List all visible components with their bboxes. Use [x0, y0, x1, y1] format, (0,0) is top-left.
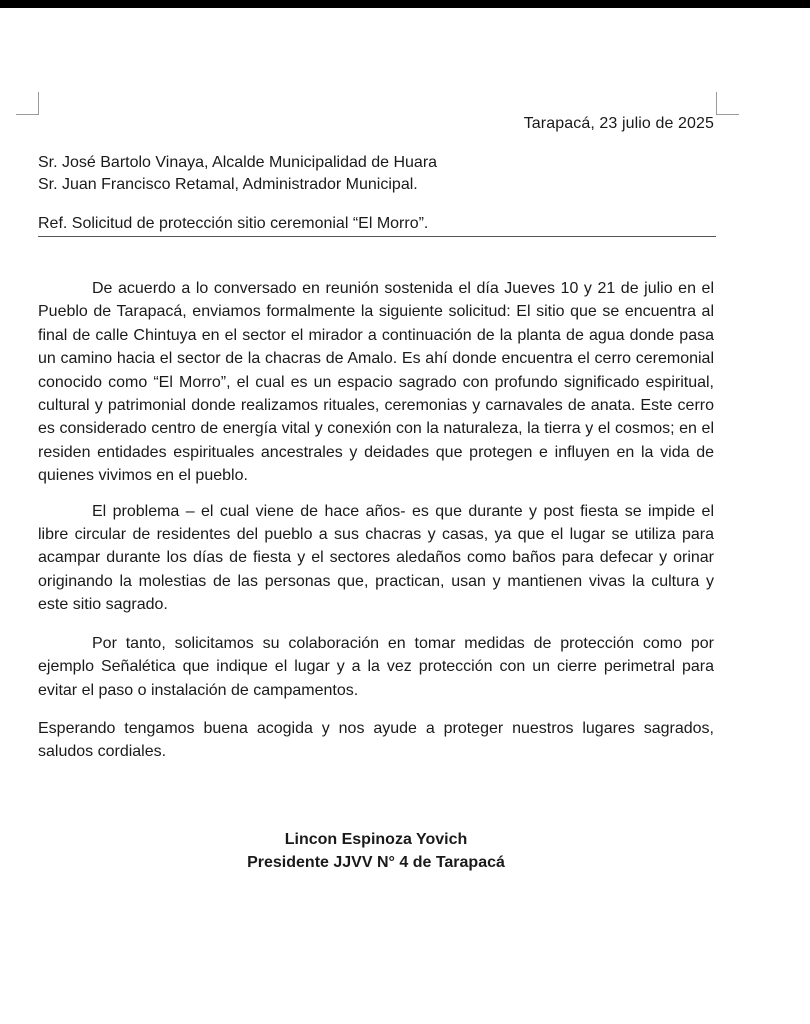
margin-corner-mark-left	[16, 92, 39, 115]
margin-corner-mark-right	[716, 92, 739, 115]
recipient-line: Sr. Juan Francisco Retamal, Administrador Municipal.	[38, 176, 418, 193]
recipient-line: Sr. José Bartolo Vinaya, Alcalde Municipalidad de Huara	[38, 154, 438, 171]
reference-line: Ref. Solicitud de protección sitio ceremonial “El Morro”.	[38, 215, 429, 232]
signature-block	[38, 828, 714, 874]
signer-title: Presidente JJVV N° 4 de Tarapacá	[247, 854, 505, 871]
signer-name: Lincon Espinoza Yovich	[284, 831, 468, 848]
closing-paragraph: Esperando tengamos buena acogida y nos ayude a proteger nuestros lugares sagrados, saludos cordiales.	[38, 719, 714, 761]
letter-date: Tarapacá, 23 julio de 2025	[523, 115, 714, 132]
body-paragraph: Por tanto, solicitamos su colaboración en tomar medidas de protección como por ejemplo Señalética que indique el lugar y a la vez protección con un cierre perimetral para evitar el paso o instalación de campamentos.	[38, 634, 714, 699]
body-paragraph: El problema – el cual viene de hace años- es que durante y post fiesta se impide el libre circular de residentes del pueblo a sus chacras y casas, ya que el lugar se utiliza para acampar durante los días de fiesta y el sectores aledaños como baños para defecar y orinar originando la molestias de las personas que, practican, usan y mantienen vivas la cultura y este sitio sagrado.	[38, 502, 714, 614]
screen-top-bar	[0, 0, 810, 8]
letter-body	[38, 277, 714, 764]
body-paragraph: De acuerdo a lo conversado en reunión sostenida el día Jueves 10 y 21 de julio en el Pueblo de Tarapacá, enviamos formalmente la siguiente solicitud: El sitio que se encuentra al final de calle Chintuya en el sector el mirador a continuación de la planta de agua donde pasa un camino hacia el sector de la chacras de Amalo. Es ahí donde encuentra el cerro ceremonial conocido como “El Morro”, el cual es un espacio sagrado con profundo significado espiritual, cultural y patrimonial donde realizamos rituales, ceremonias y carnavales de anata. Este cerro es considerado centro de energía vital y conexión con la naturaleza, la tierra y el cosmos; en el residen entidades espirituales ancestrales y deidades que protegen e influyen en la vida de quienes vivimos en el pueblo.	[38, 280, 714, 485]
recipients-block	[38, 152, 437, 196]
reference-underline	[38, 236, 716, 237]
